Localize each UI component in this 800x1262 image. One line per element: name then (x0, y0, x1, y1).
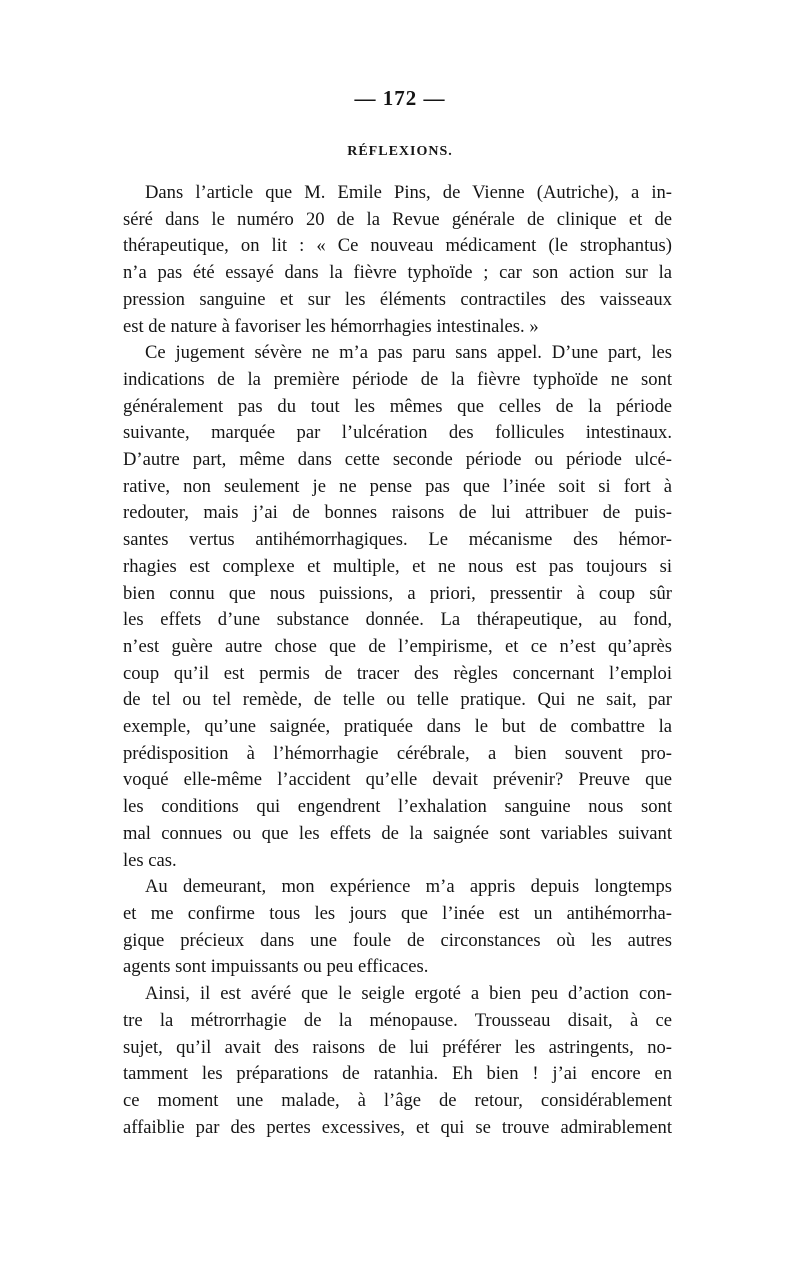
text-line: ce moment une malade, à l’âge de retour, considérablement (123, 1089, 672, 1111)
text-line: coup qu’il est permis de tracer des règles concernant l’emploi (123, 662, 672, 684)
text-line: voqué elle-même l’accident qu’elle devait prévenir? Preuve que (123, 769, 672, 791)
text-line: les cas. (123, 849, 177, 871)
text-line: n’a pas été essayé dans la fièvre typhoïde ; car son action sur la (123, 262, 672, 284)
body-text (123, 180, 672, 1141)
text-line: suivante, marquée par l’ulcération des follicules intestinaux. (123, 422, 672, 444)
text-line: les conditions qui engendrent l’exhalation sanguine nous sont (123, 796, 672, 818)
section-title: RÉFLEXIONS. (347, 144, 453, 159)
text-line: gique précieux dans une foule de circonstances où les autres (123, 929, 672, 951)
text-line: est de nature à favoriser les hémorrhagies intestinales. » (123, 315, 539, 337)
text-line: sujet, qu’il avait des raisons de lui préférer les astringents, no- (123, 1036, 672, 1058)
text-line: D’autre part, même dans cette seconde période ou période ulcé- (123, 449, 672, 471)
text-line: Ce jugement sévère ne m’a pas paru sans appel. D’une part, les (145, 342, 672, 364)
text-line: n’est guère autre chose que de l’empirisme, et ce n’est qu’après (123, 635, 672, 657)
text-line: bien connu que nous puissions, a priori, pressentir à coup sûr (123, 582, 672, 604)
text-line: santes vertus antihémorrhagiques. Le mécanisme des hémor- (123, 529, 672, 551)
text-line: tre la métrorrhagie de la ménopause. Trousseau disait, à ce (123, 1009, 672, 1031)
text-line: et me confirme tous les jours que l’inée est un antihémorrha- (123, 902, 672, 924)
text-line: thérapeutique, on lit : « Ce nouveau médicament (le strophantus) (123, 235, 672, 257)
page-number: — 172 — (354, 86, 446, 110)
text-line: les effets d’une substance donnée. La thérapeutique, au fond, (123, 609, 672, 631)
text-line: pression sanguine et sur les éléments contractiles des vaisseaux (123, 288, 672, 310)
text-line: Au demeurant, mon expérience m’a appris depuis longtemps (145, 876, 672, 898)
text-line: Dans l’article que M. Emile Pins, de Vienne (Autriche), a in- (145, 182, 672, 203)
text-line: indications de la première période de la fièvre typhoïde ne sont (123, 368, 672, 390)
text-line: exemple, qu’une saignée, pratiquée dans le but de combattre la (123, 716, 672, 738)
text-line: séré dans le numéro 20 de la Revue générale de clinique et de (123, 208, 672, 230)
text-line: rative, non seulement je ne pense pas que l’inée soit si fort à (123, 475, 672, 497)
text-line: Ainsi, il est avéré que le seigle ergoté a bien peu d’action con- (145, 983, 672, 1005)
text-line: prédisposition à l’hémorrhagie cérébrale, a bien souvent pro- (123, 742, 672, 764)
text-line: rhagies est complexe et multiple, et ne nous est pas toujours si (123, 555, 672, 577)
text-line: généralement pas du tout les mêmes que celles de la période (123, 395, 672, 417)
text-line: tamment les préparations de ratanhia. Eh bien ! j’ai encore en (123, 1063, 672, 1085)
text-line: agents sont impuissants ou peu efficaces. (123, 956, 429, 978)
text-line: redouter, mais j’ai de bonnes raisons de lui attribuer de puis- (123, 502, 672, 524)
text-line: mal connues ou que les effets de la saignée sont variables suivant (123, 822, 672, 844)
text-line: affaiblie par des pertes excessives, et qui se trouve admirablement (123, 1116, 672, 1138)
text-line: de tel ou tel remède, de telle ou telle pratique. Qui ne sait, par (123, 689, 672, 711)
